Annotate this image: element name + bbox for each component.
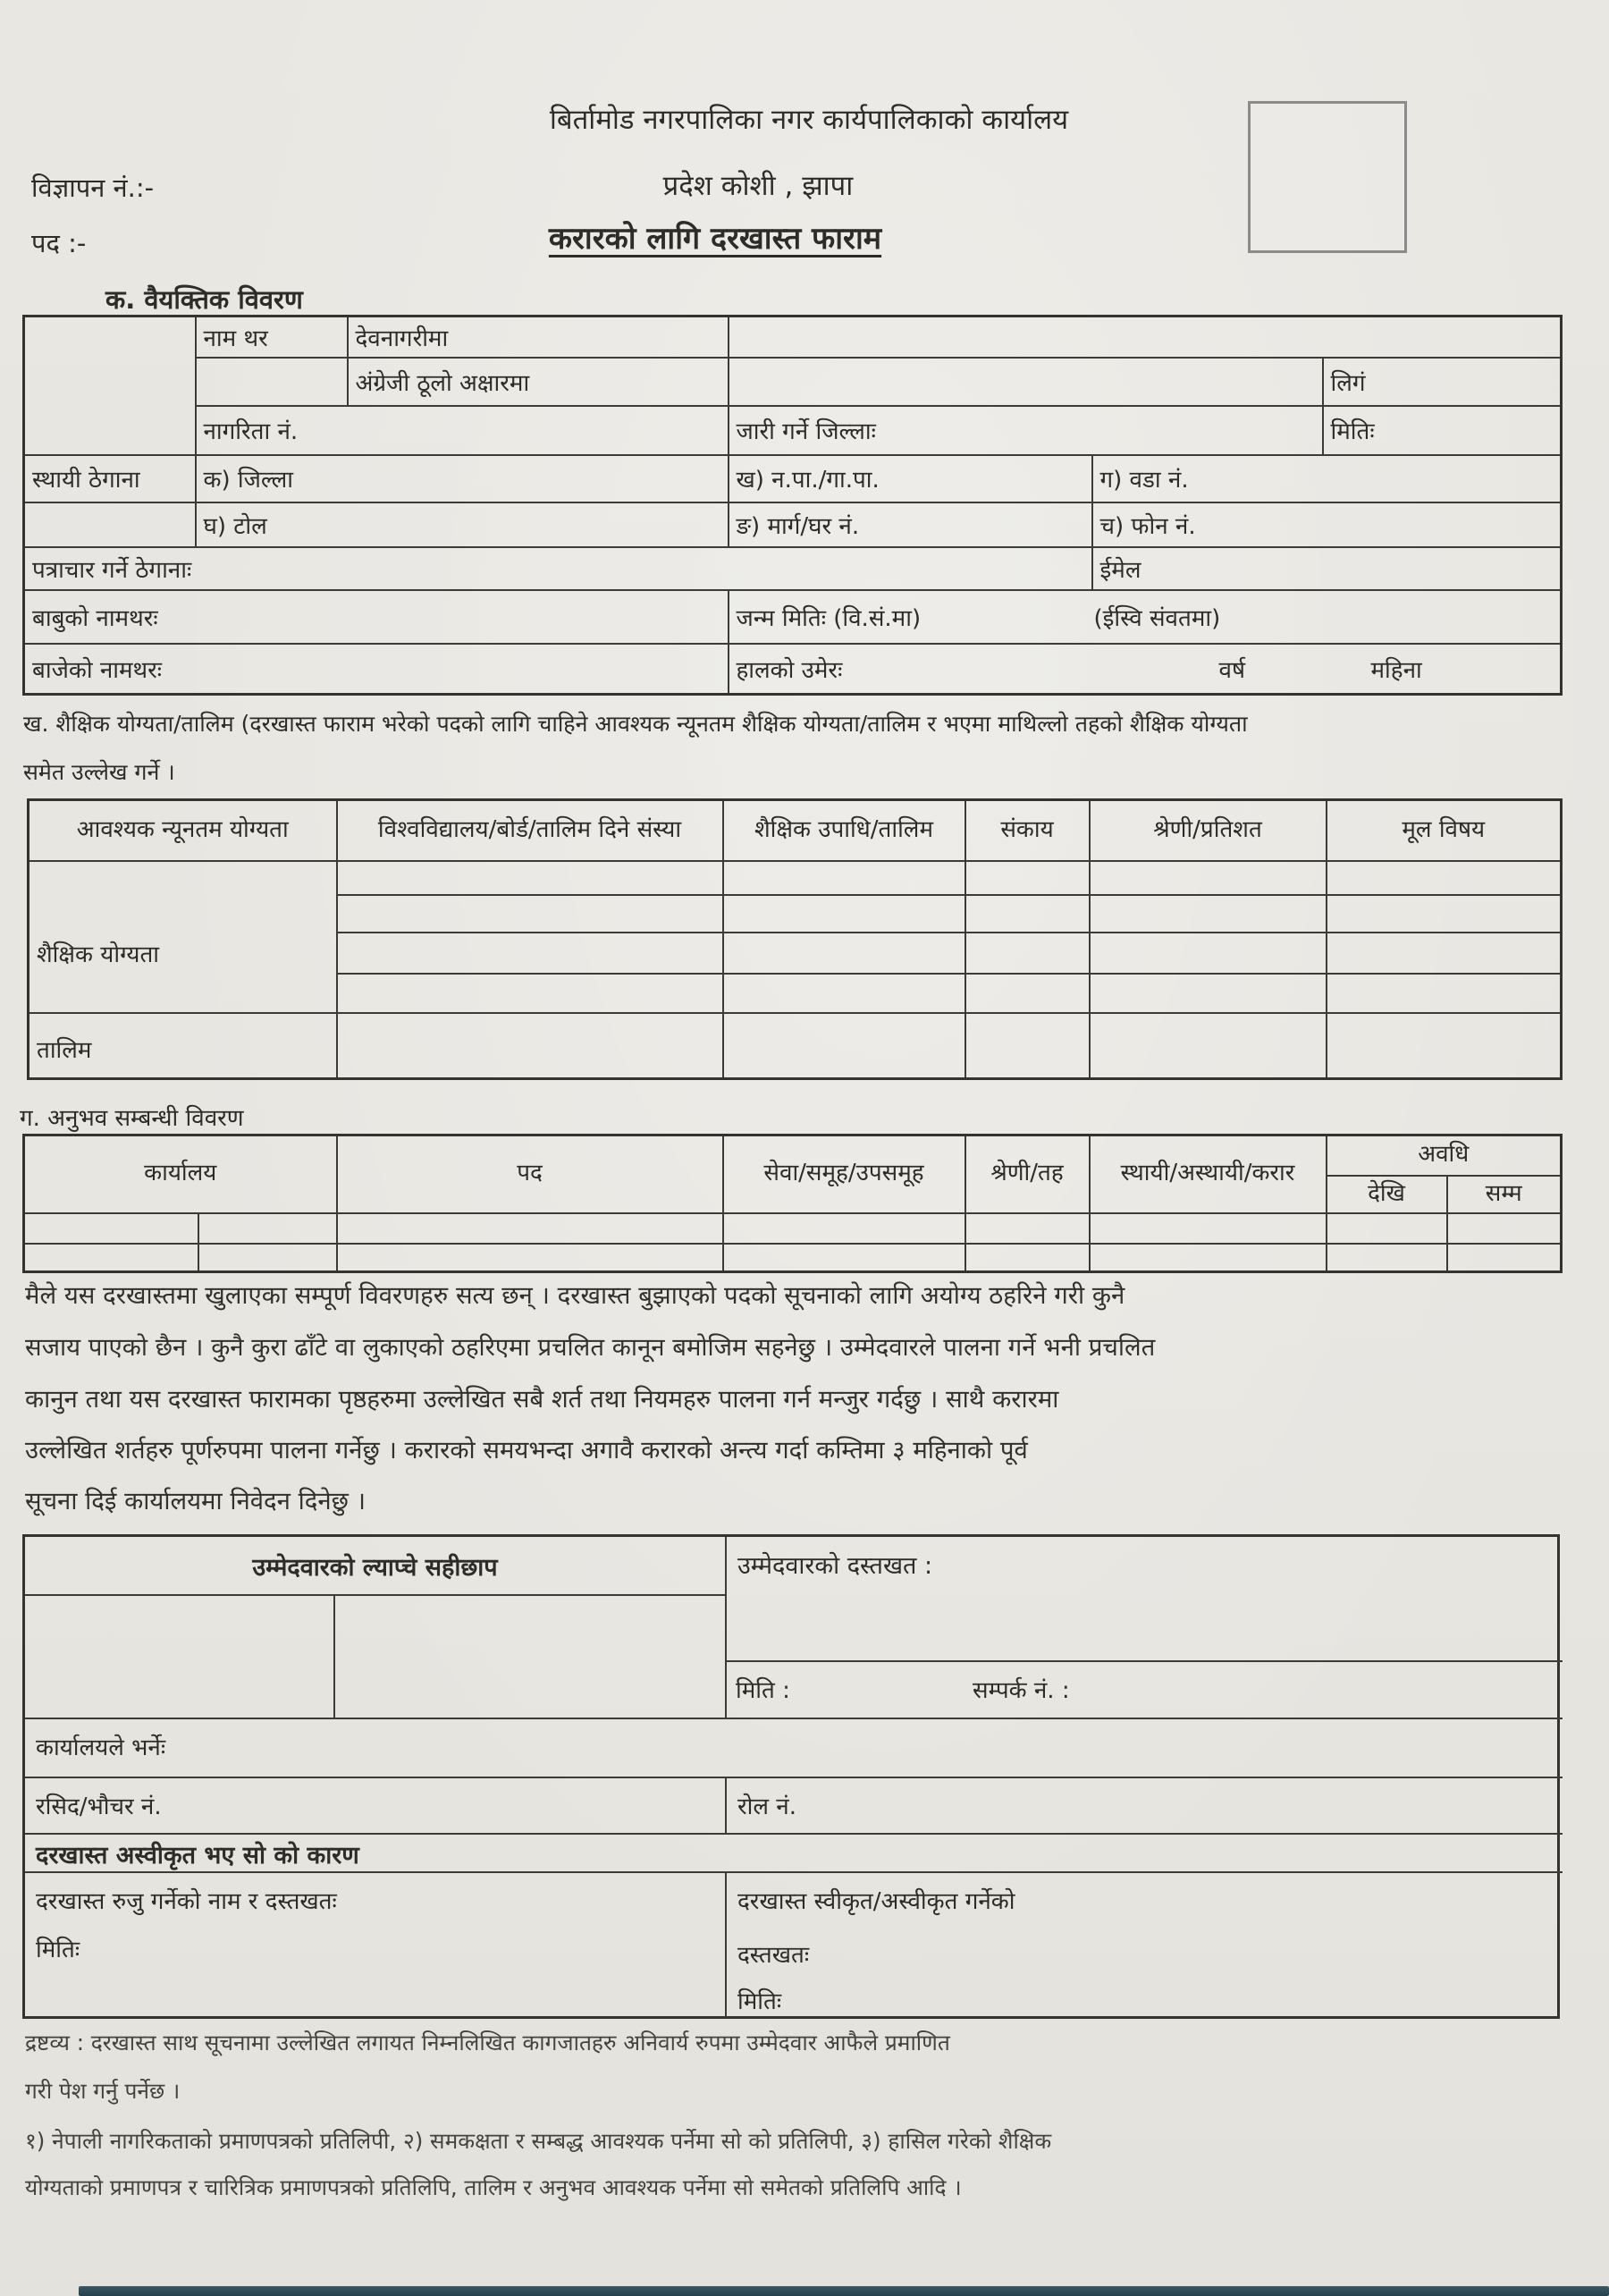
empty-cell — [1327, 861, 1562, 895]
field-grandfather-name-label: बाजेको नामथरः — [24, 644, 729, 695]
field-street-house-label: ङ) मार्ग/घर नं. — [729, 502, 1092, 547]
edu-col-faculty: संकाय — [965, 800, 1090, 861]
note-line: द्रष्टव्य : दरखास्त साथ सूचनामा उल्लेखित लगायत निम्नलिखित कागजातहरु अनिवार्य रुपमा उम्मेदवार आफैले प्रमाणित — [25, 2030, 950, 2055]
empty-cell — [965, 1013, 1090, 1079]
empty-cell — [965, 895, 1090, 933]
empty-cell — [337, 861, 723, 895]
office-title: बिर्तामोड नगरपालिका नगर कार्यपालिकाको कार्यालय — [549, 104, 1069, 136]
empty-cell — [337, 895, 723, 933]
field-devanagari-label: देवनागरीमा — [348, 317, 729, 358]
edu-col-division: श्रेणी/प्रतिशत — [1090, 800, 1327, 861]
field-months-label: महिना — [1370, 656, 1422, 684]
province-line: प्रदेश कोशी , झापा — [662, 170, 854, 202]
name-devanagari-input-cell — [729, 317, 1562, 358]
field-dob-bs-label: जन्म मितिः (वि.सं.मा) — [736, 604, 922, 632]
roll-no-label: रोल नं. — [737, 1794, 796, 1820]
exp-col-permanent-temp: स्थायी/अस्थायी/करार — [1090, 1135, 1327, 1213]
candidate-signature-label: उम्मेदवारको दस्तखत : — [737, 1552, 933, 1580]
divider — [725, 1777, 727, 1833]
approved-by-label: दरखास्त स्वीकृत/अस्वीकृत गर्नेको — [737, 1888, 1015, 1915]
scan-edge — [79, 2286, 1609, 2296]
empty-cell — [1447, 1244, 1562, 1272]
edu-col-institution: विश्वविद्यालय/बोर्ड/तालिम दिने संस्या — [337, 800, 723, 861]
empty-cell — [198, 1244, 337, 1272]
exp-col-period: अवधि — [1327, 1135, 1562, 1176]
edu-col-main-subject: मूल विषय — [1327, 800, 1562, 861]
field-gender-label: लिगं — [1323, 358, 1562, 406]
empty-cell — [337, 1244, 723, 1272]
section-c-heading: ग. अनुभव सम्बन्धी विवरण — [20, 1105, 244, 1132]
empty-cell — [723, 974, 965, 1013]
field-issuing-district-label: जारी गर्ने जिल्लाः — [729, 406, 1323, 455]
dob-cell — [729, 590, 1562, 644]
empty-cell — [1327, 1244, 1447, 1272]
declaration-line: सजाय पाएको छैन । कुनै कुरा ढाँटे वा लुकाएको ठहरिएमा प्रचलित कानून बमोजिम सहनेछु । उम्मेदवारले पालना गर्ने भनी प्रचलित — [25, 1333, 1156, 1362]
divider — [333, 1594, 335, 1718]
empty-cell — [1090, 1213, 1327, 1244]
declaration-line: कानुन तथा यस दरखास्त फारामका पृष्ठहरुमा उल्लेखित सबै शर्त तथा नियमहरु पालना गर्न मन्जुर गर्दछु । साथै करारमा — [25, 1385, 1059, 1414]
advertisement-no-label: विज्ञापन नं.:- — [31, 173, 155, 203]
contact-no-label: सम्पर्क नं. : — [973, 1677, 1070, 1704]
divider — [25, 1871, 1563, 1873]
empty-cell — [723, 933, 965, 974]
empty-cell — [965, 1213, 1090, 1244]
field-tole-label: घ) टोल — [196, 502, 729, 547]
field-father-name-label: बाबुको नामथरः — [24, 590, 729, 644]
empty-cell — [1327, 1213, 1447, 1244]
empty-cell — [1327, 933, 1562, 974]
field-permanent-address-label: स्थायी ठेगाना — [24, 455, 196, 502]
empty-cell — [1090, 974, 1327, 1013]
empty-cell — [24, 317, 196, 455]
empty-cell — [337, 933, 723, 974]
note-line: १) नेपाली नागरिकताको प्रमाणपत्रको प्रतिलिपी, २) समकक्षता र सम्बद्ध आवश्यक पर्नेमा सो को प्रतिलिपी, ३) हासिल गरेको शैक्षिक — [25, 2128, 1052, 2154]
exp-col-from: देखि — [1327, 1176, 1447, 1213]
note-line: योग्यताको प्रमाणपत्र र चारित्रिक प्रमाणपत्रको प्रतिलिपि, तालिम र अनुभव आवश्यक पर्नेमा सो समेतको प्रतिलिपि आदि । — [25, 2174, 962, 2200]
field-issue-date-label: मितिः — [1323, 406, 1562, 455]
education-table — [27, 798, 1563, 1080]
field-citizenship-no-label: नागरिता नं. — [196, 406, 729, 455]
personal-details-table — [22, 315, 1563, 696]
declaration-line: सूचना दिई कार्यालयमा निवेदन दिनेछु । — [25, 1487, 366, 1515]
edu-col-degree: शैक्षिक उपाधि/तालिम — [723, 800, 965, 861]
field-mailing-address-label: पत्राचार गर्ने ठेगानाः — [24, 547, 1092, 590]
empty-cell — [723, 1244, 965, 1272]
edu-col-min-qualification: आवश्यक न्यूनतम योग्यता — [29, 800, 337, 861]
field-name-surname-label: नाम थर — [196, 317, 348, 358]
divider — [725, 1537, 727, 1718]
note-line: गरी पेश गर्नु पर्नेछ । — [25, 2078, 181, 2104]
field-district-label: क) जिल्ला — [196, 455, 729, 502]
exp-col-to: सम्म — [1447, 1176, 1562, 1213]
empty-cell — [1090, 933, 1327, 974]
declaration-line: उल्लेखित शर्तहरु पूर्णरुपमा पालना गर्नेछु । करारको समयभन्दा अगावै करारको अन्त्य गर्दा कम्तिमा ३ महिनाको पूर्व — [25, 1436, 1028, 1465]
edu-row-label-education: शैक्षिक योग्यता — [29, 861, 337, 1013]
field-email-label: ईमेल — [1092, 547, 1562, 590]
experience-table — [22, 1134, 1563, 1273]
field-phone-label: च) फोन नं. — [1092, 502, 1562, 547]
field-english-caps-label: अंग्रेजी ठूलो अक्षारमा — [348, 358, 729, 406]
divider — [725, 1660, 1563, 1662]
field-dob-ad-label: (ईस्वि संवतमा) — [1093, 604, 1221, 632]
empty-cell — [1327, 1013, 1562, 1079]
date-label: मिति : — [736, 1677, 790, 1704]
edu-row-label-training: तालिम — [29, 1013, 337, 1079]
receipt-no-label: रसिद/भौचर नं. — [36, 1794, 162, 1820]
empty-cell — [965, 933, 1090, 974]
empty-cell — [1327, 974, 1562, 1013]
empty-cell — [1090, 1244, 1327, 1272]
empty-cell — [337, 1213, 723, 1244]
field-years-label: वर्ष — [1218, 656, 1245, 684]
exp-col-level: श्रेणी/तह — [965, 1135, 1090, 1213]
field-ward-no-label: ग) वडा नं. — [1092, 455, 1562, 502]
thumbprint-label: उम्मेदवारको ल्याप्चे सहीछाप — [252, 1554, 498, 1582]
empty-cell — [723, 1013, 965, 1079]
approver-date-label: मितिः — [737, 1988, 782, 2015]
empty-cell — [198, 1213, 337, 1244]
age-cell — [729, 644, 1562, 695]
office-use-label: कार्यालयले भर्नेः — [36, 1735, 166, 1761]
field-current-age-label: हालको उमेरः — [736, 656, 843, 684]
empty-cell — [24, 502, 196, 547]
exp-col-office: कार्यालय — [24, 1135, 337, 1213]
empty-cell — [337, 974, 723, 1013]
empty-cell — [965, 974, 1090, 1013]
section-b-heading-line1: ख. शैक्षिक योग्यता/तालिम (दरखास्त फाराम भरेको पदको लागि चाहिने आवश्यक न्यूनतम शैक्षिक योग्यता/तालिम र भएमा माथिल्लो तहको शैक्षिक योग्यता — [23, 711, 1248, 737]
form-title: करारको लागि दरखास्त फाराम — [548, 221, 882, 257]
empty-cell — [723, 861, 965, 895]
section-a-heading: क. वैयक्तिक विवरण — [105, 284, 303, 315]
section-b-heading-line2: समेत उल्लेख गर्ने । — [23, 759, 175, 785]
divider — [25, 1777, 1563, 1778]
empty-cell — [1327, 895, 1562, 933]
photo-frame — [1248, 101, 1407, 253]
divider — [25, 1594, 725, 1596]
declaration-line: मैले यस दरखास्तमा खुलाएका सम्पूर्ण विवरणहरु सत्य छन् । दरखास्त बुझाएको पदको सूचनाको लागि अयोग्य ठहरिने गरी कुनै — [25, 1281, 1125, 1310]
post-label: पद :- — [31, 228, 87, 258]
field-municipality-label: ख) न.पा./गा.पा. — [729, 455, 1092, 502]
empty-cell — [1447, 1213, 1562, 1244]
empty-cell — [723, 1213, 965, 1244]
empty-cell — [1090, 1013, 1327, 1079]
divider — [25, 1718, 1563, 1719]
empty-cell — [24, 1244, 198, 1272]
signature-office-table — [22, 1534, 1560, 2019]
rejection-reason-label: दरखास्त अस्वीकृत भए सो को कारण — [36, 1842, 359, 1870]
empty-cell — [196, 358, 348, 406]
empty-cell — [965, 861, 1090, 895]
empty-cell — [24, 1213, 198, 1244]
empty-cell — [337, 1013, 723, 1079]
name-english-input-cell — [729, 358, 1323, 406]
empty-cell — [1090, 895, 1327, 933]
checked-by-label: दरखास्त रुजु गर्नेको नाम र दस्तखतः — [36, 1888, 337, 1915]
date-contact-row — [736, 1673, 1563, 1705]
exp-col-service-group: सेवा/समूह/उपसमूह — [723, 1135, 965, 1213]
empty-cell — [1090, 861, 1327, 895]
exp-col-post: पद — [337, 1135, 723, 1213]
checked-date-label: मितिः — [36, 1937, 80, 1963]
empty-cell — [965, 1244, 1090, 1272]
divider — [25, 1833, 1563, 1835]
empty-cell — [723, 895, 965, 933]
divider — [725, 1871, 727, 2017]
approver-signature-label: दस्तखतः — [737, 1942, 810, 1969]
